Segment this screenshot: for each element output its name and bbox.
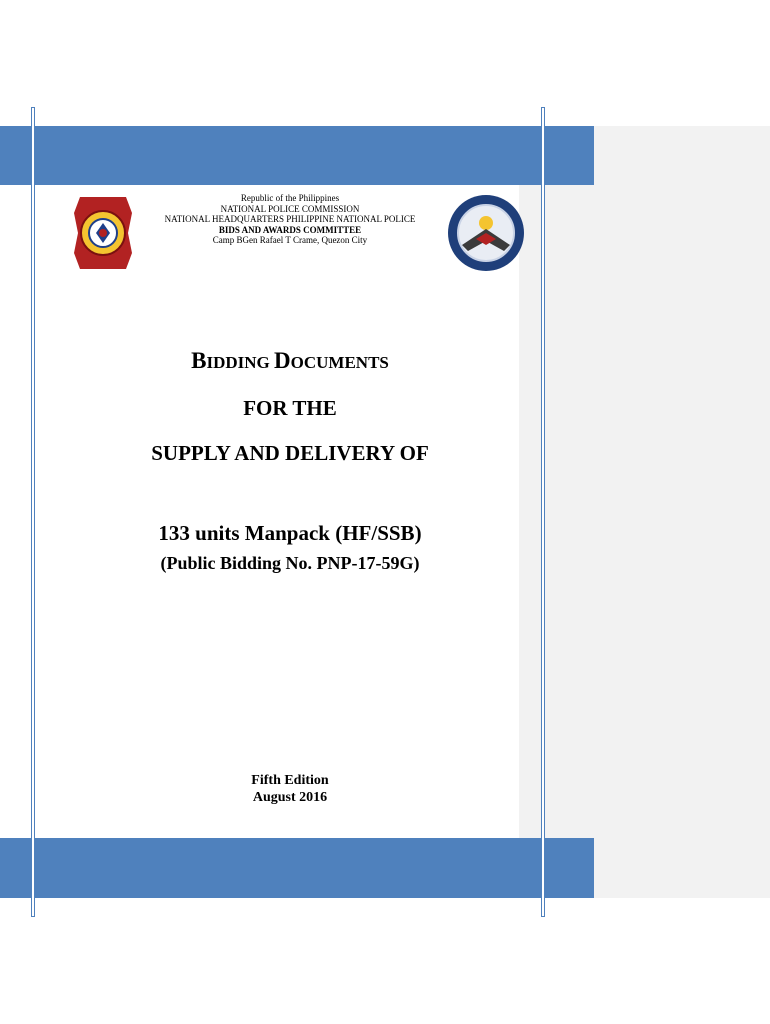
title-supply: SUPPLY AND DELIVERY OF [151,441,429,465]
edition-label: Fifth Edition [251,773,329,788]
right-rule [541,107,545,917]
letterhead-bac: BIDS AND AWARDS COMMITTEE [218,224,362,235]
bottom-band [0,838,594,898]
edition-block [40,772,540,806]
letterhead-nhq: NATIONAL HEADQUARTERS PHILIPPINE NATIONAL POLICE [164,214,416,224]
title-initial-d: D [274,348,291,373]
edition-date: August 2016 [252,790,328,805]
letterhead-address: Camp BGen Rafael T Crame, Quezon City [212,235,368,245]
side-panel [519,126,770,898]
item-description: 133 units Manpack (HF/SSB) [158,521,422,545]
title-documents-rest: OCUMENTS [290,353,389,372]
nhq-seal-logo [446,193,526,273]
bid-number: (Public Bidding No. PNP-17-59G) [160,553,420,573]
title-bidding-rest: IDDING [206,353,275,372]
letterhead-napolcom: NATIONAL POLICE COMMISSION [220,203,360,214]
top-band [0,126,594,185]
title-initial-b: B [191,348,207,373]
pnp-seal-logo [72,193,134,273]
document-title [40,348,540,374]
title-for-the: FOR THE [243,396,337,420]
letterhead [130,193,450,246]
letterhead-republic: Republic of the Philippines [240,193,340,203]
left-rule [31,107,35,917]
